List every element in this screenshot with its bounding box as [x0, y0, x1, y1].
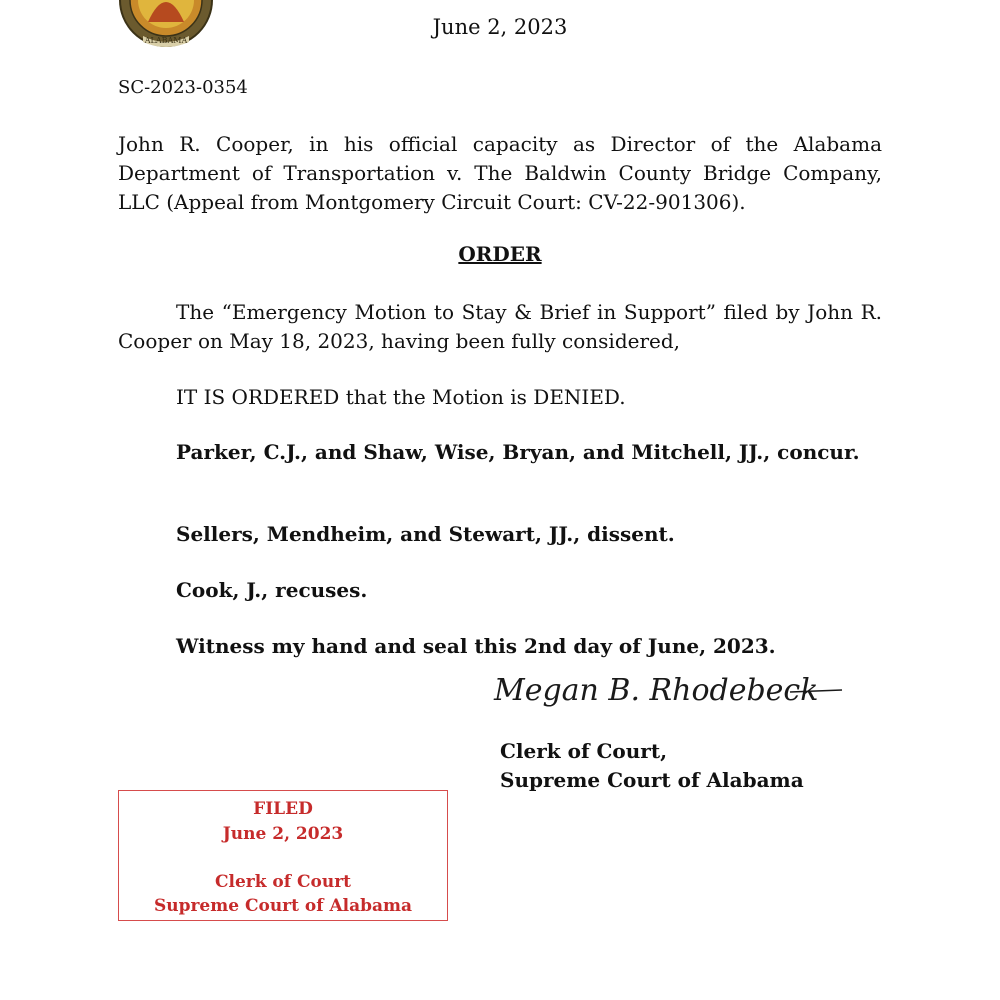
case-number: SC-2023-0354 [118, 77, 248, 98]
stamp-line-2: Supreme Court of Alabama [153, 896, 413, 916]
order-title: ORDER [458, 242, 542, 266]
case-caption: John R. Cooper, in his official capacity as Director of the Alabama Department of Transportation v. The Baldwin County Bridge Company, LLC (Appeal from Montgomery Circuit Court: CV-22-901306). [118, 132, 882, 214]
clerk-title-line-2: Supreme Court of Alabama [500, 768, 804, 792]
filed-stamp [118, 790, 448, 921]
order-date: June 2, 2023 [432, 15, 568, 39]
seal-text: ALABAMA [144, 36, 188, 45]
order-paragraph-ruling: IT IS ORDERED that the Motion is DENIED. [176, 385, 626, 409]
concurring-justices: Parker, C.J., and Shaw, Wise, Bryan, and Mitchell, JJ., concur. [176, 440, 860, 464]
stamp-label: FILED [253, 799, 313, 819]
clerk-title-line-1: Clerk of Court, [500, 739, 668, 763]
clerk-title [500, 737, 804, 795]
witness-line: Witness my hand and seal this 2nd day of June, 2023. [176, 634, 776, 658]
stamp-date: June 2, 2023 [222, 824, 344, 844]
clerk-signature [490, 660, 850, 724]
signature-text: Megan B. Rhodebeck [494, 673, 819, 708]
order-paragraph-motion: The “Emergency Motion to Stay & Brief in Support” filed by John R. Cooper on May 18, 2023, having been fully considered, [118, 300, 882, 353]
recused-justice: Cook, J., recuses. [176, 578, 368, 602]
dissenting-justices: Sellers, Mendheim, and Stewart, JJ., dissent. [176, 522, 675, 546]
stamp-line-1: Clerk of Court [214, 872, 352, 892]
